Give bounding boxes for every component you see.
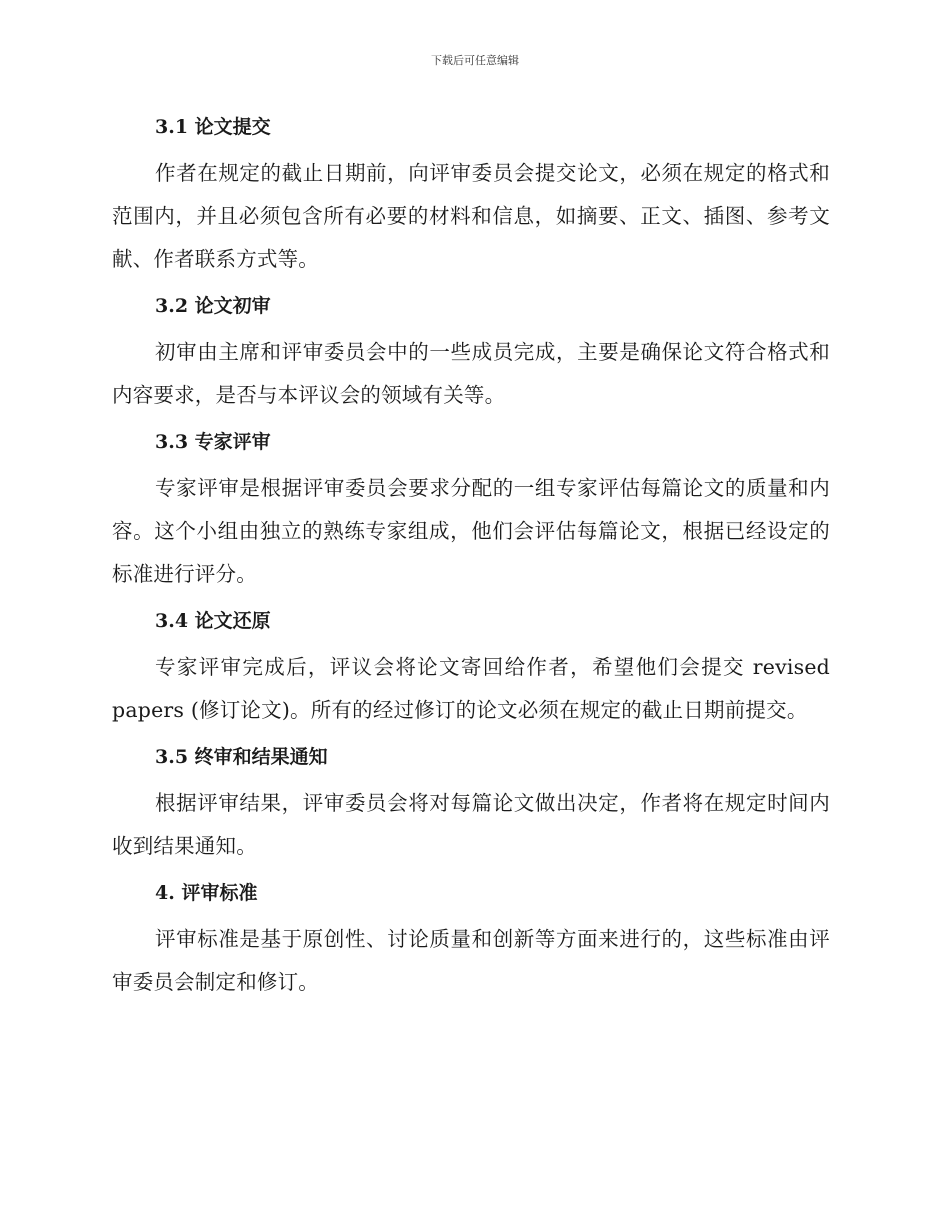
section-body-3-3: 专家评审是根据评审委员会要求分配的一组专家评估每篇论文的质量和内容。这个小组由独立的熟练专家组成，他们会评估每篇论文，根据已经设定的标准进行评分。	[112, 476, 830, 586]
section-heading-3-1: 3.1 论文提交	[155, 116, 271, 138]
document-body	[112, 108, 830, 1010]
section-heading-3-2: 3.2 论文初审	[155, 295, 271, 317]
page-header: 下载后可任意编辑	[431, 54, 519, 67]
section-heading-3-3: 3.3 专家评审	[155, 431, 271, 453]
section-heading-3-4: 3.4 论文还原	[155, 610, 271, 632]
section-body-3-2: 初审由主席和评审委员会中的一些成员完成，主要是确保论文符合格式和内容要求，是否与本评议会的领域有关等。	[112, 340, 830, 407]
section-body-3-4: 专家评审完成后，评议会将论文寄回给作者，希望他们会提交 revised papers (修订论文)。所有的经过修订的论文必须在规定的截止日期前提交。	[112, 655, 830, 722]
section-heading-3-5: 3.5 终审和结果通知	[155, 746, 328, 768]
section-heading-4: 4. 评审标准	[155, 882, 258, 904]
section-body-3-1: 作者在规定的截止日期前，向评审委员会提交论文，必须在规定的格式和范围内，并且必须包含所有必要的材料和信息，如摘要、正文、插图、参考文献、作者联系方式等。	[112, 161, 830, 271]
section-body-3-5: 根据评审结果，评审委员会将对每篇论文做出决定，作者将在规定时间内收到结果通知。	[112, 791, 830, 858]
section-body-4: 评审标准是基于原创性、讨论质量和创新等方面来进行的，这些标准由评审委员会制定和修订。	[112, 927, 830, 994]
